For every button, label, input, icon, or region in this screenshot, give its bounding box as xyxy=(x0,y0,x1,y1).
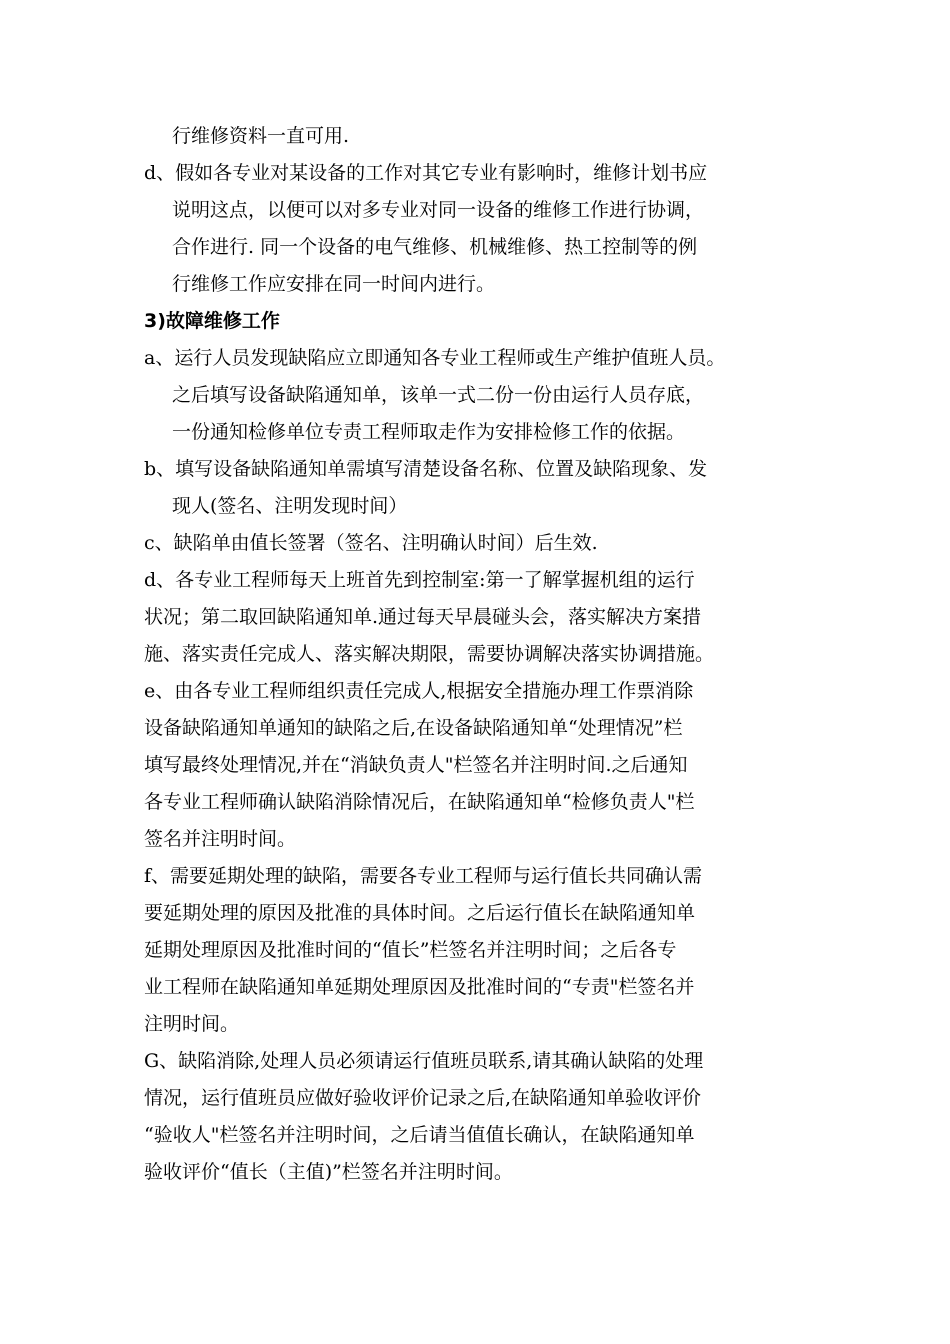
list-item-g: G、缺陷消除,处理人员必须请运行值班员联系,请其确认缺陷的处理 xyxy=(144,1050,704,1072)
list-item-c: c、缺陷单由值长签署（签名、注明确认时间）后生效. xyxy=(144,532,598,554)
text-line: 一份通知检修单位专责工程师取走作为安排检修工作的依据。 xyxy=(172,421,686,443)
text-line: “验收人"栏签名并注明时间，之后请当值值长确认，在缺陷通知单 xyxy=(144,1124,695,1146)
list-item-f: f、需要延期处理的缺陷，需要各专业工程师与运行值长共同确认需 xyxy=(144,865,703,887)
text-line: 签名并注明时间。 xyxy=(144,828,297,850)
text-line: 延期处理原因及批准时间的“值长”栏签名并注明时间；之后各专 xyxy=(144,939,677,961)
text-line: 业工程师在缺陷通知单延期处理原因及批准时间的“专责"栏签名并 xyxy=(144,976,695,998)
text-line: 说明这点，以便可以对多专业对同一设备的维修工作进行协调， xyxy=(172,199,705,221)
text-line: 施、落实责任完成人、落实解决期限，需要协调解决落实协调措施。 xyxy=(144,643,715,665)
text-line: 行维修资料一直可用. xyxy=(172,125,350,147)
list-item-d: d、假如各专业对某设备的工作对其它专业有影响时，维修计划书应 xyxy=(144,162,708,184)
text-line: 情况，运行值班员应做好验收评价记录之后,在缺陷通知单验收评价 xyxy=(144,1087,702,1109)
text-line: 行维修工作应安排在同一时间内进行。 xyxy=(172,273,496,295)
text-line: 合作进行. 同一个设备的电气维修、机械维修、热工控制等的例 xyxy=(172,236,698,258)
text-line: 设备缺陷通知单通知的缺陷之后,在设备缺陷通知单“处理情况”栏 xyxy=(144,717,683,739)
list-item-e: e、由各专业工程师组织责任完成人,根据安全措施办理工作票消除 xyxy=(144,680,694,702)
text-line: 之后填写设备缺陷通知单，该单一式二份一份由运行人员存底， xyxy=(172,384,705,406)
list-item-b: b、填写设备缺陷通知单需填写清楚设备名称、位置及缺陷现象、发 xyxy=(144,458,708,480)
section-heading: 3)故障维修工作 xyxy=(144,310,280,332)
list-item-a: a、运行人员发现缺陷应立即通知各专业工程师或生产维护值班人员。 xyxy=(144,347,726,369)
text-line: 各专业工程师确认缺陷消除情况后，在缺陷通知单“检修负责人"栏 xyxy=(144,791,695,813)
text-line: 状况；第二取回缺陷通知单.通过每天早晨碰头会，落实解决方案措 xyxy=(144,606,702,628)
text-line: 现人(签名、注明发现时间） xyxy=(172,495,408,517)
list-item-d2: d、各专业工程师每天上班首先到控制室:第一了解掌握机组的运行 xyxy=(144,569,695,591)
text-line: 要延期处理的原因及批准的具体时间。之后运行值长在缺陷通知单 xyxy=(144,902,696,924)
text-line: 注明时间。 xyxy=(144,1013,240,1035)
text-line: 填写最终处理情况,并在“消缺负责人"栏签名并注明时间.之后通知 xyxy=(144,754,688,776)
text-line: 验收评价“值长（主值)”栏签名并注明时间。 xyxy=(144,1161,513,1183)
